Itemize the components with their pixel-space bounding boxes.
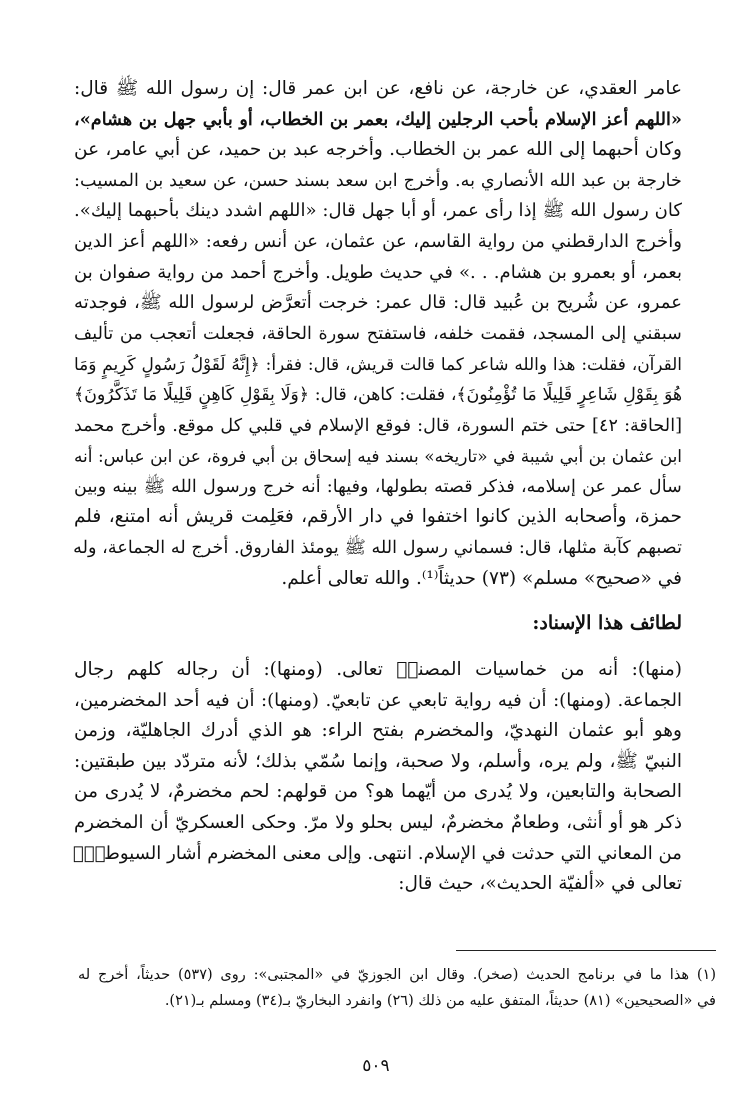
footnote-line: في «الصحيحين» (٨١) حديثاً، المتفق عليه من ذلك (٢٦) وانفرد البخاريّ بـ(٣٤) ومسلم بـ(٢١). [164, 993, 716, 1009]
footnote-line: (١) هذا ما في برنامج الحديث (صخر). وقال ابن الجوزيّ في «المجتبى»: روى (٥٣٧) حديثاً، أخرج له [78, 967, 716, 983]
text-line: ابن عثمان بن أبي شيبة في «تاريخه» بسند فيه إسحاق بن أبي فروة، عن ابن عباس: أنه [74, 446, 682, 467]
text-line: بعمر، أو بعمرو بن هشام. . .» في حديث طويل. وأخرج أحمد من رواية صفوان بن [74, 261, 682, 283]
text-line: من المعاني التي حدثت في الإسلام. انتهى. وإلى معنى المخضرم أشار السيوطيّؒ [72, 842, 682, 864]
main-text-lower [74, 655, 682, 900]
text-line: «اللهم أعز الإسلام بأحب الرجلين إليك، بعمر بن الخطاب، أو بأبي جهل بن هشام»، [74, 108, 682, 130]
text-line: وهو أبو عثمان النهديّ، والمخضرم بفتح الراء: هو الذي أدرك الجاهليّة، وزمن [74, 720, 682, 742]
text-line: القرآن، فقلت: هذا والله شاعر كما قالت قريش، قال: فقرأ: ﴿إِنَّهُ لَقَوْلُ رَسُولٍ كَرِيمٍ وَمَا [74, 354, 682, 375]
text-line: تصبهم كآبة مثلها، قال: فسماني رسول الله ﷺ يومئذ الفاروق. أخرج له الجماعة، وله [73, 537, 682, 558]
text-line: الجماعة. (ومنها): أن فيه رواية تابعي عن تابعيّ. (ومنها): أن فيه أحد المخضرمين، [74, 689, 682, 711]
page-number: ٥٠٩ [362, 1056, 390, 1076]
text-line: عمرو، عن شُريح بن عُبيد قال: قال عمر: خرجت أتعرَّض لرسول الله ﷺ، فوجدته [74, 292, 682, 314]
main-text-upper [74, 74, 682, 594]
text-line: وأخرج الدارقطني من رواية القاسم، عن عثمان، عن أنس رفعه: «اللهم أعز الدين [74, 230, 682, 252]
text-line: [الحاقة: ٤٢] حتى ختم السورة، قال: فوقع الإسلام في قلبي كل موقع. وأخرج محمد [74, 415, 683, 436]
text-line: سأل عمر عن إسلامه، فذكر قصته بطولها، وفيها: أنه خرج ورسول الله ﷺ بينه وبين [74, 476, 682, 497]
footnote-divider [456, 950, 716, 951]
footnotes [78, 962, 716, 1014]
text-line: هُوَ بِقَوْلِ شَاعِرٍ قَلِيلًا مَا تُؤْمِنُونَ﴾، فقلت: كاهن، قال: ﴿وَلَا بِقَوْلِ كَاهِنٍ قَلِيلًا مَا تَذَكَّرُونَ﴾ [74, 384, 682, 405]
text-line: الصحابة والتابعين، ولا يُدرى من أيّهما هو؟ من قولهم: لحم مخضرمٌ، لا يُدرى من [74, 781, 682, 803]
text-line: كان رسول الله ﷺ إذا رأى عمر، أو أبا جهل قال: «اللهم اشدد دينك بأحبهما إليك». [74, 200, 682, 222]
text-line: في «صحيح» مسلم» (٧٣) حديثاً⁽¹⁾. والله تعالى أعلم. [281, 567, 682, 589]
text-line: ذكر هو أو أنثى، وطعامٌ مخضرمٌ، ليس بحلو ولا مرّ. وحكى العسكريّ أن المخضرم [74, 811, 682, 833]
text-line: وكان أحبهما إلى الله عمر بن الخطاب. وأخرجه عبد بن حميد، عن أبي عامر، عن [74, 139, 682, 161]
text-line: النبيّ ﷺ، ولم يره، وأسلم، ولا صحبة، وإنما سُمّي بذلك؛ لأنه متردّد بين طبقتين: [74, 750, 682, 772]
text-line: سبقني إلى المسجد، فقمت خلفه، فاستفتح سورة الحاقة، فجعلت أتعجب من تأليف [74, 323, 682, 344]
text-line: تعالى في «ألفيّة الحديث»، حيث قال: [398, 873, 682, 895]
section-heading: لطائف هذا الإسناد: [532, 612, 682, 634]
text-line: حمزة، وأصحابه الذين كانوا اختفوا في دار الأرقم، فعَلِمت قريش أنه امتنع، فلم [74, 506, 682, 528]
text-line: عامر العقدي، عن خارجة، عن نافع، عن ابن عمر قال: إن رسول الله ﷺ قال: [74, 78, 682, 99]
text-line: (منها): أنه من خماسيات المصنفؒ تعالى. (ومنها): أن رجاله كلهم رجال [74, 659, 682, 680]
text-line: خارجة بن عبد الله الأنصاري به. وأخرج ابن سعد بسند حسن، عن سعيد بن المسيب: [74, 170, 682, 191]
